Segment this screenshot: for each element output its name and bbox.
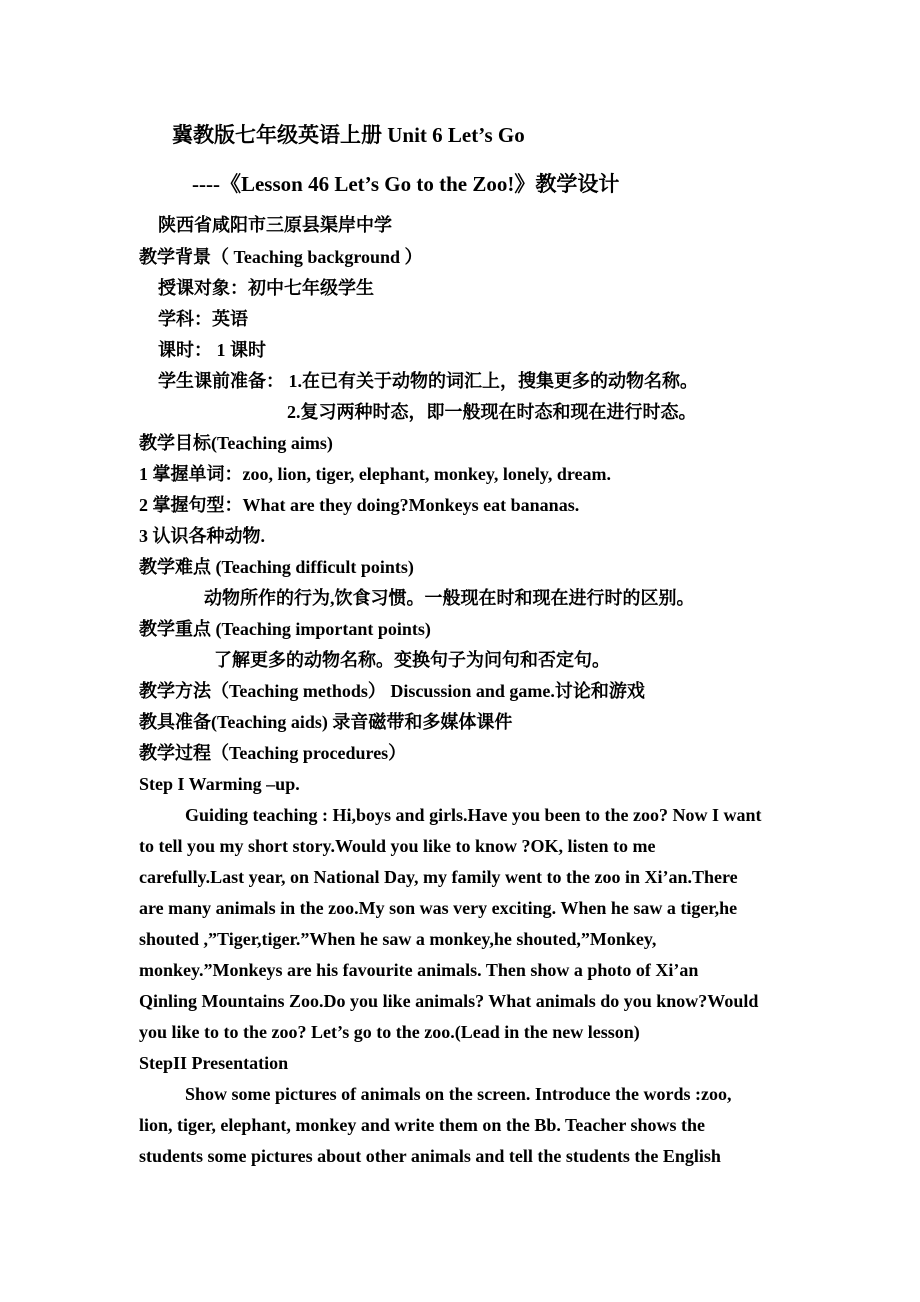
step1-line: are many animals in the zoo.My son was very exciting. When he saw a tiger,he [139,898,738,918]
procedures-heading: 教学过程（Teaching procedures） [139,743,407,763]
background-prep-1: 学生课前准备： 1.在已有关于动物的词汇上，搜集更多的动物名称。 [158,371,698,391]
important-text: 了解更多的动物名称。变换句子为问句和否定句。 [214,650,610,670]
step1-line: monkey.”Monkeys are his favourite animals. Then show a photo of Xi’an [139,960,699,980]
step2-heading: StepII Presentation [139,1053,289,1073]
step2-line: students some pictures about other animals and tell the students the English [139,1146,721,1166]
step1-line: Qinling Mountains Zoo.Do you like animals? What animals do you know?Would [139,991,759,1011]
background-students: 授课对象：初中七年级学生 [158,278,374,298]
methods-line: 教学方法（Teaching methods） Discussion and game.讨论和游戏 [139,681,645,701]
background-prep-2: 2.复习两种时态，即一般现在时态和现在进行时态。 [287,402,697,422]
difficult-text: 动物所作的行为,饮食习惯。一般现在时和现在进行时的区别。 [204,588,695,608]
step1-line: to tell you my short story.Would you like to know ?OK, listen to me [139,836,656,856]
aids-line: 教具准备(Teaching aids) 录音磁带和多媒体课件 [139,712,513,732]
document-title: 冀教版七年级英语上册 Unit 6 Let’s Go [172,123,525,147]
step2-line: lion, tiger, elephant, monkey and write them on the Bb. Teacher shows the [139,1115,706,1135]
background-heading: 教学背景（ Teaching background ） [139,247,423,267]
step1-line: Guiding teaching : Hi,boys and girls.Have you been to the zoo? Now I want [185,805,762,825]
important-heading: 教学重点 (Teaching important points) [139,619,431,639]
background-hours: 课时： 1 课时 [158,340,266,360]
step1-line: shouted ,”Tiger,tiger.”When he saw a monkey,he shouted,”Monkey, [139,929,657,949]
step1-heading: Step I Warming –up. [139,774,300,794]
document-subtitle: ----《Lesson 46 Let’s Go to the Zoo!》教学设计 [192,172,620,196]
step1-line: carefully.Last year, on National Day, my family went to the zoo in Xi’an.There [139,867,738,887]
aims-item-2: 2 掌握句型：What are they doing?Monkeys eat bananas. [139,495,580,515]
step1-line: you like to to the zoo? Let’s go to the zoo.(Lead in the new lesson) [139,1022,640,1042]
aims-heading: 教学目标(Teaching aims) [139,433,333,453]
step2-line: Show some pictures of animals on the screen. Introduce the words :zoo, [185,1084,732,1104]
school-name: 陕西省咸阳市三原县渠岸中学 [158,215,392,235]
aims-item-1: 1 掌握单词：zoo, lion, tiger, elephant, monkey, lonely, dream. [139,464,612,484]
aims-item-3: 3 认识各种动物. [139,526,265,546]
background-subject: 学科：英语 [158,309,248,329]
difficult-heading: 教学难点 (Teaching difficult points) [139,557,414,577]
